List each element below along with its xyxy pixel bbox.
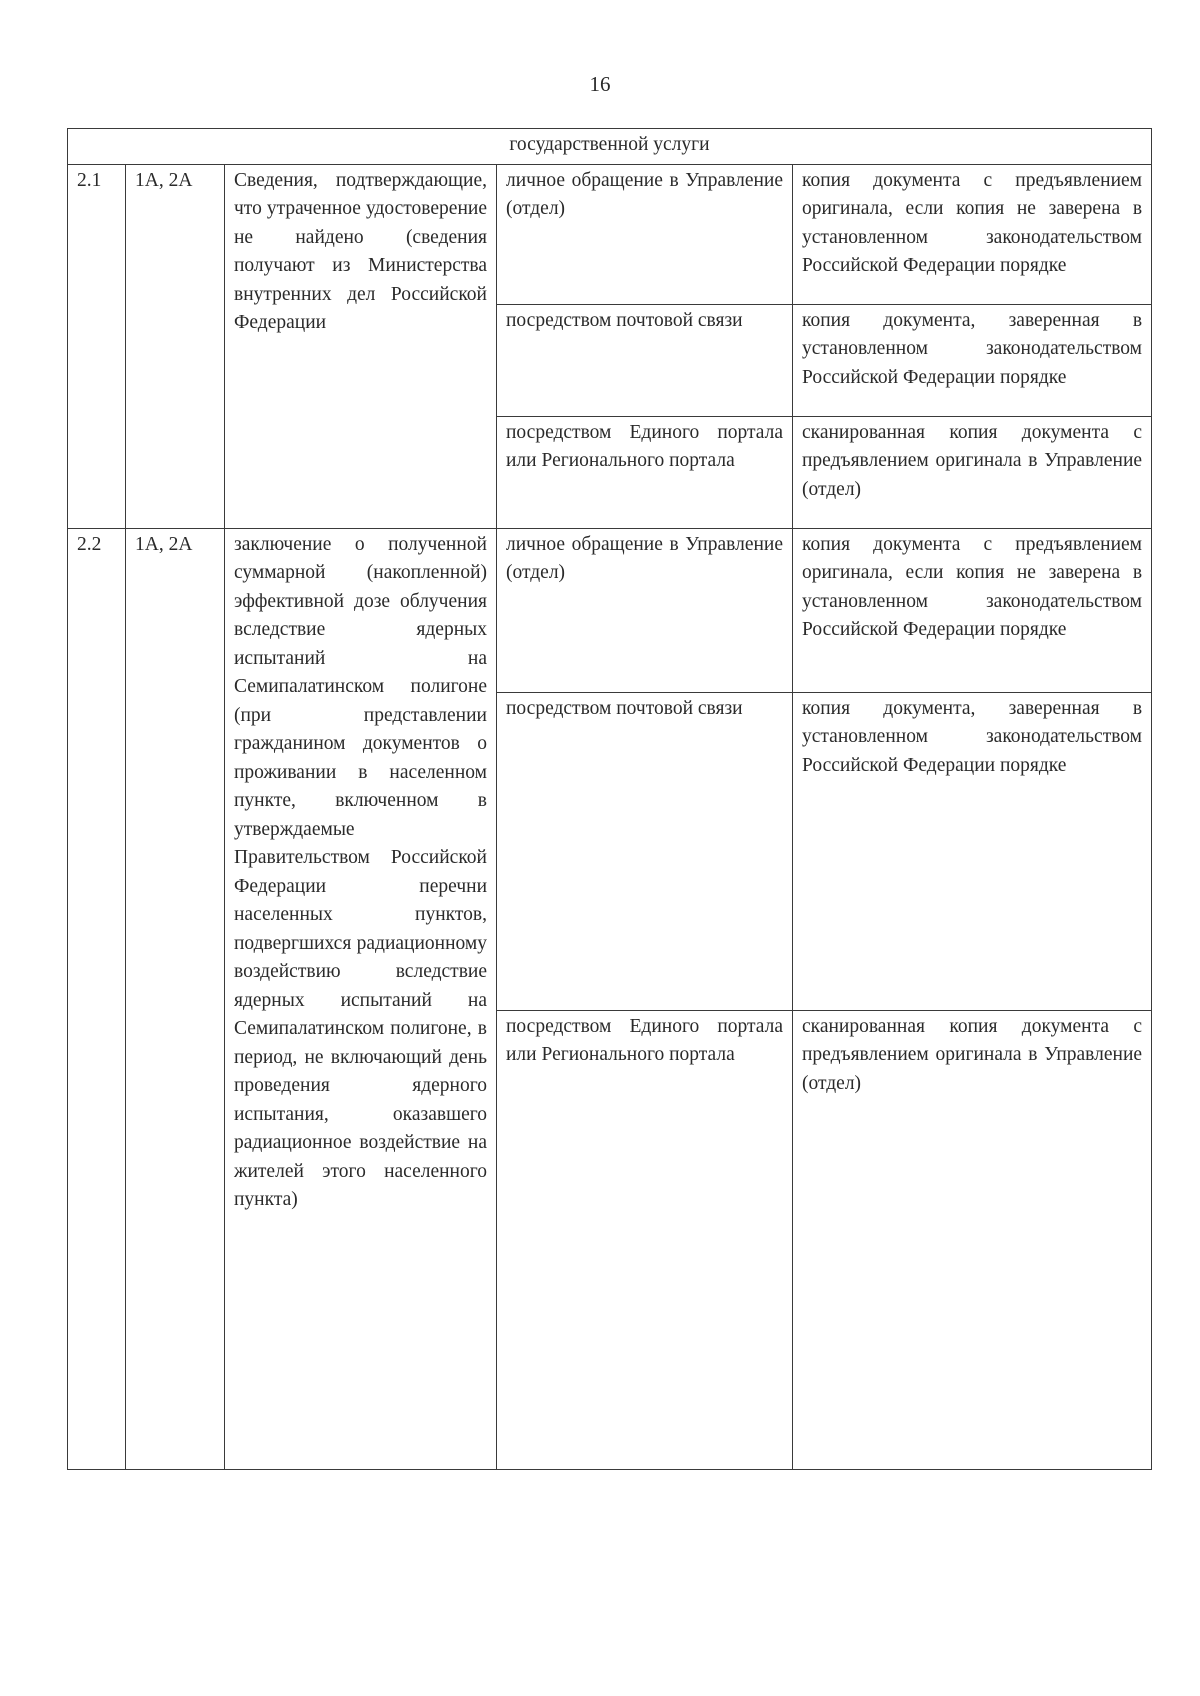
services-table bbox=[67, 128, 1152, 1470]
row-document: Сведения, подтверждающие, что утраченное удостоверение не найдено (сведения получают из Министерства внутренних дел Российской Федерации bbox=[225, 164, 497, 528]
row-category: 1А, 2А bbox=[126, 528, 225, 1469]
page-number: 16 bbox=[589, 72, 611, 96]
submission-method: посредством Единого портала или Регионального портала bbox=[497, 1010, 793, 1469]
row-number: 2.1 bbox=[68, 164, 126, 528]
submission-method: личное обращение в Управление (отдел) bbox=[497, 528, 793, 692]
submission-method: посредством почтовой связи bbox=[497, 692, 793, 1010]
row-document: заключение о полученной суммарной (накопленной) эффективной дозе облучения вследствие ядерных испытаний на Семипалатинском полигоне (при представлении гражданином документов о проживании в населенном пункте, включенном в утверждаемые Правительством Российской Федерации перечни населенных пунктов, подвергшихся радиационному воздействию вследствие ядерных испытаний на Семипалатинском полигоне, в период, не включающий день проведения ядерного испытания, оказавшего радиационное воздействие на жителей этого населенного пункта) bbox=[225, 528, 497, 1469]
table-row bbox=[68, 164, 1152, 304]
continuation-header-row bbox=[68, 129, 1152, 165]
copy-requirement: копия документа с предъявлением оригинала, если копия не заверена в установленном законодательством Российской Федерации порядке bbox=[793, 528, 1152, 692]
submission-method: посредством Единого портала или Регионального портала bbox=[497, 416, 793, 528]
submission-method: посредством почтовой связи bbox=[497, 304, 793, 416]
row-category: 1А, 2А bbox=[126, 164, 225, 528]
continuation-header: государственной услуги bbox=[68, 129, 1152, 165]
copy-requirement: копия документа с предъявлением оригинала, если копия не заверена в установленном законодательством Российской Федерации порядке bbox=[793, 164, 1152, 304]
copy-requirement: копия документа, заверенная в установленном законодательством Российской Федерации порядке bbox=[793, 692, 1152, 1010]
copy-requirement: сканированная копия документа с предъявлением оригинала в Управление (отдел) bbox=[793, 416, 1152, 528]
copy-requirement: сканированная копия документа с предъявлением оригинала в Управление (отдел) bbox=[793, 1010, 1152, 1469]
table-row bbox=[68, 528, 1152, 692]
copy-requirement: копия документа, заверенная в установленном законодательством Российской Федерации порядке bbox=[793, 304, 1152, 416]
submission-method: личное обращение в Управление (отдел) bbox=[497, 164, 793, 304]
row-number: 2.2 bbox=[68, 528, 126, 1469]
